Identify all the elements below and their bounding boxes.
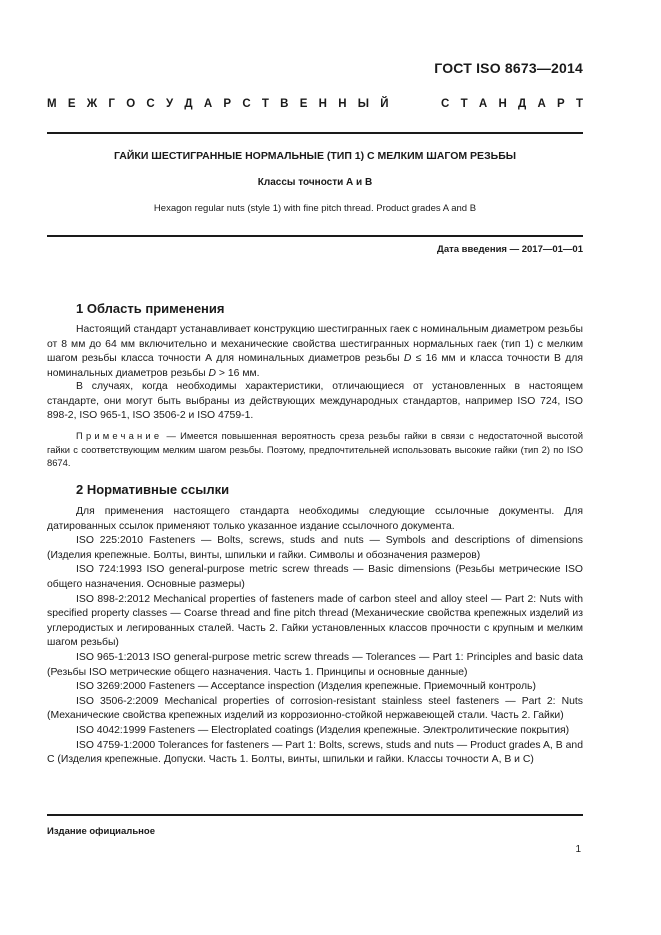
document-title: ГАЙКИ ШЕСТИГРАННЫЕ НОРМАЛЬНЫЕ (ТИП 1) С МЕЛКИМ ШАГОМ РЕЗЬБЫ — [113, 150, 517, 162]
standard-code: ГОСТ ISO 8673—2014 — [434, 60, 583, 76]
interstate-letter: Ы — [357, 98, 370, 110]
p1-part-b: ≤ 16 мм и класса точности В для номинальных диаметров резьбы — [47, 353, 583, 379]
interstate-letter: Д — [518, 98, 527, 110]
title-rule — [47, 235, 583, 237]
interstate-letter: Н — [498, 98, 507, 110]
interstate-letter: Р — [557, 98, 565, 110]
p1-variable-d-2: D — [208, 367, 217, 379]
reference-text: ISO 225:2010 Fasteners — Bolts, screws, studs and nuts — Symbols and descriptions of dimensions (Изделия крепежные. Болты, винты, шпильки и гайки. Символы и обозначения размеров) — [47, 535, 583, 561]
interstate-letter: А — [203, 98, 213, 110]
interstate-letter: Д — [184, 98, 193, 110]
reference-item — [47, 593, 583, 651]
reference-text: ISO 4042:1999 Fasteners — Electroplated coatings (Изделия крепежные. Электролитические покрытия) — [76, 724, 570, 736]
p2-text: В случаях, когда необходимы характеристики, отличающиеся от установленных в настоящем стандарте, они могут быть выбраны из действующих международных стандартов, например ISO 724, ISO 898-2, ISO 965-1, ISO 3506-2 и ISO 4759-1. — [47, 381, 583, 422]
page-number: 1 — [575, 844, 581, 855]
interstate-letter: С — [242, 98, 251, 110]
note-label: Примечание — [76, 430, 163, 441]
interstate-letter: Т — [460, 98, 468, 110]
interstate-letter: Н — [318, 98, 327, 110]
reference-item — [47, 651, 583, 680]
section-1-paragraph-2 — [47, 380, 583, 424]
p1-part-c: > 16 мм. — [216, 367, 260, 379]
section-1-note — [47, 429, 583, 470]
section-2-intro — [47, 505, 583, 534]
document-title-english: Hexagon regular nuts (style 1) with fine pitch thread. Product grades A and B — [153, 203, 477, 214]
interstate-letter: О — [126, 98, 136, 110]
interstate-letter: Т — [261, 98, 269, 110]
section-1-paragraph-1 — [47, 323, 583, 381]
reference-text: ISO 898-2:2012 Mechanical properties of fasteners made of carbon steel and alloy steel — Part 2: Nuts with specified property classes — Coarse thread and fine pitch thread (Механические свойства крепежных изделий из углеродистых и легированных сталей. Часть 2. Гайки установленных классов прочности с крупным и мелким шагом резьбы) — [47, 593, 583, 649]
reference-item — [47, 695, 583, 724]
reference-text: ISO 965-1:2013 ISO general-purpose metric screw threads — Tolerances — Part 1: Principles and basic data (Резьбы ISO метрические общего назначения. Часть 1. Принципы и основные данные) — [47, 651, 583, 678]
reference-text: ISO 3269:2000 Fasteners — Acceptance inspection (Изделия крепежные. Приемочный контроль) — [76, 681, 536, 693]
interstate-letter: С — [441, 98, 450, 110]
section-2-title: 2 Нормативные ссылки — [76, 482, 230, 497]
reference-text: ISO 4759-1:2000 Tolerances for fasteners — Part 1: Bolts, screws, studs and nuts — Product grades A, B and C (Изделия крепежные. Допуски. Часть 1. Болты, винты, шпильки и гайки. Классы точности А, В и С) — [47, 739, 583, 766]
interstate-letter: А — [537, 98, 546, 110]
p1-variable-d: D — [403, 353, 412, 365]
interstate-letter: Г — [108, 98, 115, 110]
interstate-letter: М — [47, 98, 57, 110]
interstate-letter: А — [478, 98, 488, 110]
p1-part-a: Настоящий стандарт устанавливает конструкцию шестигранных гаек с номинальным диаметром резьбы от 8 мм до 64 мм включительно и механические свойства шестигранных нормальных гаек (тип 1) с мелким шагом резьбы класса точности А для номинальных диаметров резьбы — [47, 324, 583, 365]
interstate-letter: Н — [338, 98, 347, 110]
intro-text: Для применения настоящего стандарта необходимы следующие ссылочные документы. Для датированных ссылок применяют только указанное издание ссылочного документа. — [47, 506, 583, 532]
interstate-word-gap — [400, 98, 430, 110]
interstate-letter: В — [280, 98, 289, 110]
section-2-body — [47, 505, 583, 768]
interstate-letter: Т — [575, 98, 583, 110]
reference-item — [47, 563, 583, 592]
reference-item — [47, 534, 583, 563]
reference-item — [47, 724, 583, 739]
header-rule — [47, 132, 583, 134]
section-1-title: 1 Область применения — [76, 301, 225, 316]
document-subtitle: Классы точности А и В — [257, 177, 373, 188]
interstate-letter: У — [165, 98, 174, 110]
interstate-standard-banner — [47, 98, 583, 110]
interstate-letter: Е — [67, 98, 76, 110]
reference-text: ISO 724:1993 ISO general-purpose metric screw threads — Basic dimensions (Резьбы метрические ISO общего назначения. Основные размеры) — [47, 564, 583, 590]
reference-item — [47, 739, 583, 768]
interstate-letter: Р — [223, 98, 232, 110]
footer-rule — [47, 814, 583, 816]
interstate-letter: С — [146, 98, 155, 110]
note-text: — Имеется повышенная вероятность среза резьбы гайки в связи с недостаточной высотой гайки с соответствующим мелким шагом резьбы. Поэтому, предпочтительней использовать высокие гайки (тип 2) по ISO 8674. — [47, 430, 583, 468]
edition-label: Издание официальное — [47, 826, 155, 837]
interstate-letter: Й — [380, 98, 389, 110]
reference-item — [47, 680, 583, 695]
interstate-letter: Е — [299, 98, 308, 110]
introduction-date: Дата введения — 2017—01—01 — [437, 244, 583, 255]
reference-text: ISO 3506-2:2009 Mechanical properties of corrosion-resistant stainless steel fasteners — Part 2: Nuts (Механические свойства крепежных изделий из коррозионно-стойкой нержавеющей стали. Часть 2. Гайки) — [47, 695, 583, 722]
interstate-letter: Ж — [86, 98, 98, 110]
